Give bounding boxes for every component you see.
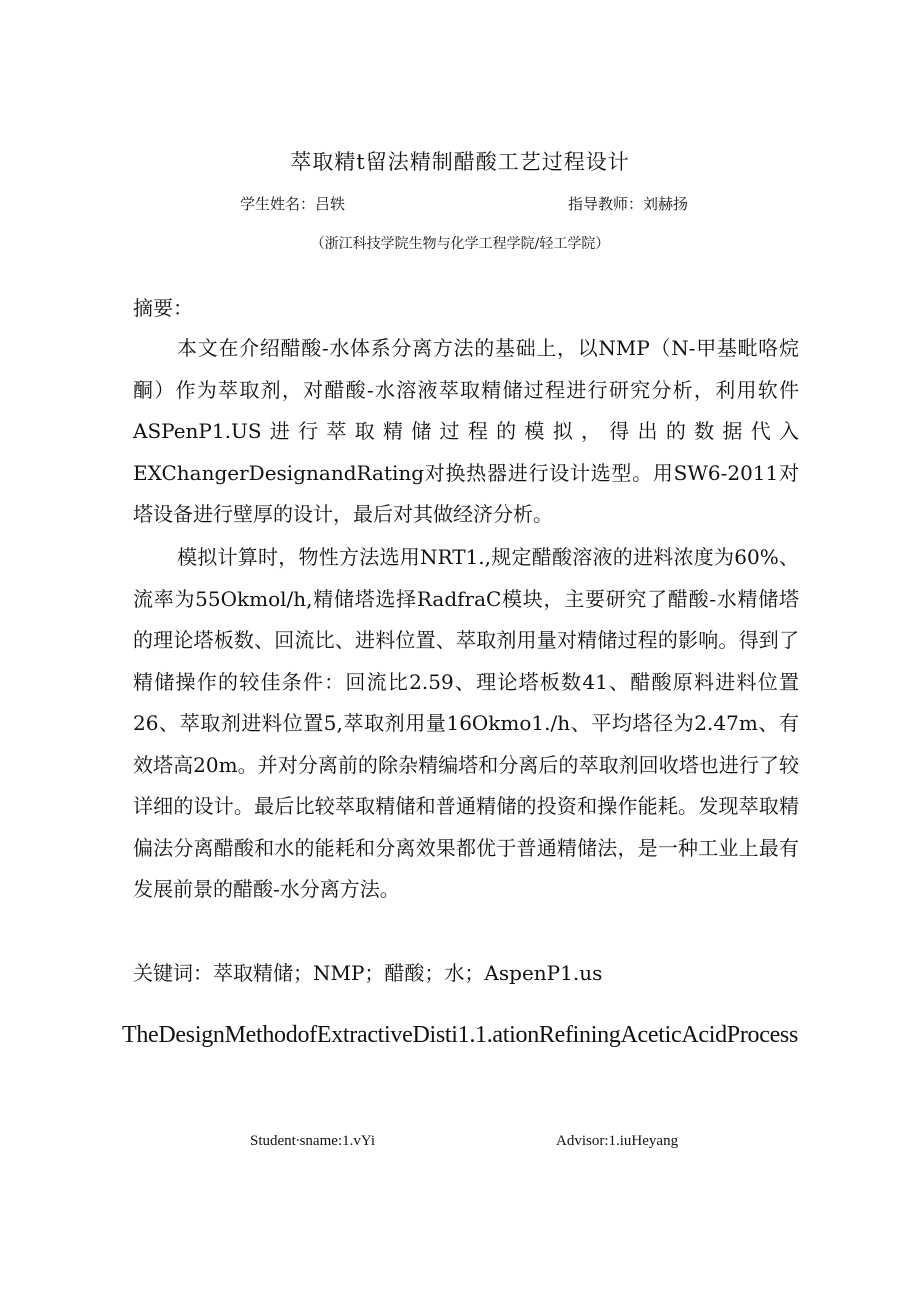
keywords: 关键词：萃取精储；NMP；醋酸；水；AspenP1.us [133,961,603,985]
student-name-en: Student∙sname:1.vYi [250,1133,375,1149]
abstract-heading: 摘要： [133,296,193,320]
paper-title-cn: 萃取精t留法精制醋酸工艺过程设计 [290,150,630,174]
abstract-paragraph-2: 模拟计算时，物性方法选用NRT1.,规定醋酸溶液的进料浓度为60%、流率为55Okmol/h,精储塔选择RadfraC模块，主要研究了醋酸-水精储塔的理论塔板数、回流比、进料位置、萃取剂用量对精储过程的影响。得到了精储操作的较佳条件：回流比2.59、理论塔板数41、醋酸原料进料位置26、萃取剂进料位置5,萃取剂用量16Okmo1./h、平均塔径为2.47m、有效塔高20m。并对分离前的除杂精编塔和分离后的萃取剂回收塔也进行了较详细的设计。最后比较萃取精储和普通精储的投资和操作能耗。发现萃取精偏法分离醋酸和水的能耗和分离效果都优于普通精储法，是一种工业上最有发展前景的醋酸-水分离方法。 [133,545,799,901]
advisor-name-en: Advisor:1.iuHeyang [556,1133,679,1149]
affiliation: （浙江科技学院生物与化学工程学院/轻工学院） [310,236,610,252]
advisor-name: 指导教师：刘赫扬 [568,195,689,213]
paper-title-en: TheDesignMethodofExtractiveDisti1.1.ationRefiningAceticAcidProcess [121,1022,799,1048]
abstract-paragraph-1: 本文在介绍醋酸-水体系分离方法的基础上，以NMP（N-甲基毗咯烷酮）作为萃取剂，对醋酸-水溶液萃取精储过程进行研究分析，利用软件ASPenP1.US进行萃取精储过程的模拟，得出的数据代入EXChangerDesignandRating对换热器进行设计选型。用SW6-2011对塔设备进行壁厚的设计，最后对其做经济分析。 [133,336,799,526]
student-name: 学生姓名：吕轶 [240,195,346,213]
